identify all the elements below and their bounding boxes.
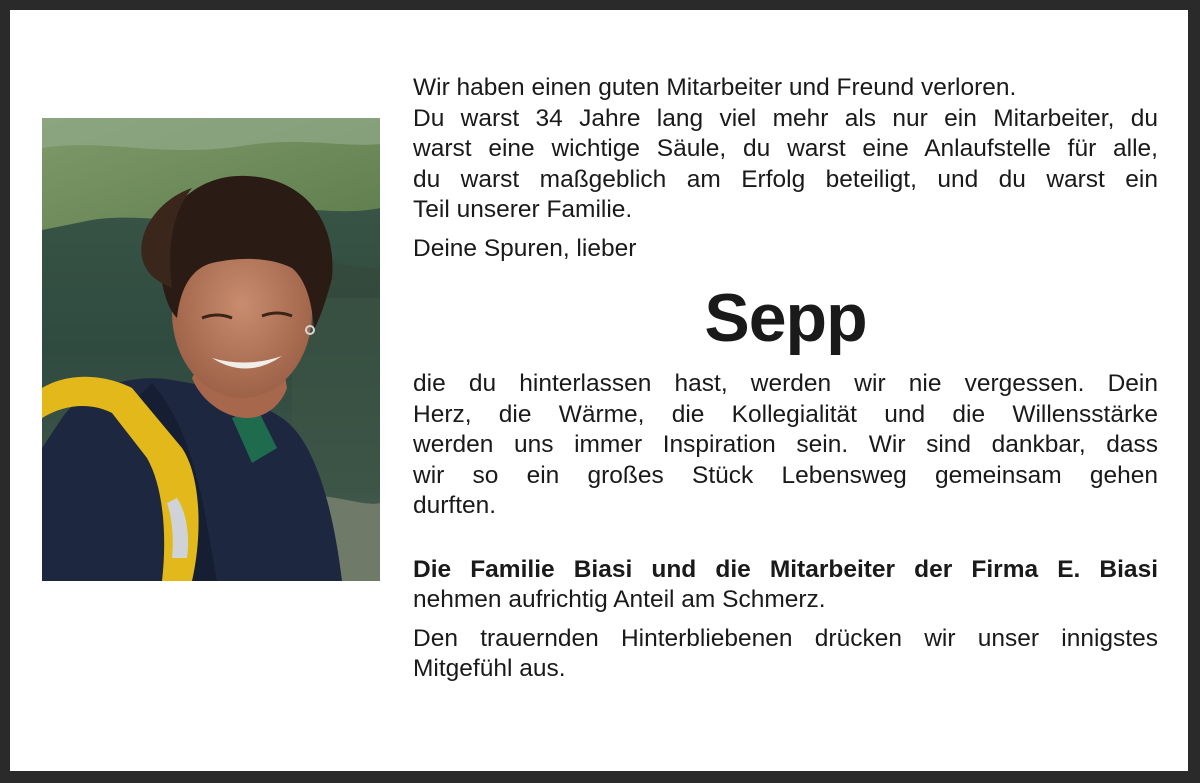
obituary-card	[10, 10, 1188, 771]
body-line: werden uns immer Inspiration sein. Wir sind dankbar, dass	[413, 431, 1158, 458]
lead-in-text	[413, 234, 1158, 265]
portrait-photo	[42, 118, 380, 581]
intro-line: warst eine wichtige Säule, du warst eine Anlaufstelle für alle,	[413, 135, 1158, 162]
intro-line: du warst maßgeblich am Erfolg beteiligt, und du warst ein	[413, 165, 1158, 193]
portrait-illustration	[42, 118, 380, 581]
body-line: Herz, die Wärme, die Kollegialität und die Willensstärke	[413, 400, 1158, 428]
body-line: die du hinterlassen hast, werden wir nie vergessen. Dein	[413, 370, 1158, 397]
condolence-line: Mitgefühl aus.	[413, 655, 566, 682]
condolence-line: Den trauernden Hinterbliebenen drücken wir unser innigstes	[413, 624, 1158, 652]
obituary-text	[413, 73, 1158, 685]
intro-line: Wir haben einen guten Mitarbeiter und Freund verloren.	[413, 74, 1017, 101]
body-line: durften.	[413, 492, 497, 519]
signature-bold-line: Die Familie Biasi und die Mitarbeiter der Firma E. Biasi	[413, 555, 1158, 583]
condolence-paragraph	[413, 624, 1158, 685]
intro-line: Du warst 34 Jahre lang viel mehr als nur ein Mitarbeiter, du	[413, 104, 1158, 132]
deceased-name: Sepp	[704, 280, 867, 356]
body-line: wir so ein großes Stück Lebensweg gemeinsam gehen	[413, 461, 1158, 489]
lead-in-line: Deine Spuren, lieber	[413, 234, 637, 262]
signature-line: nehmen aufrichtig Anteil am Schmerz.	[413, 586, 826, 613]
signature-paragraph	[413, 555, 1158, 616]
intro-paragraph	[413, 73, 1158, 226]
intro-line: Teil unserer Familie.	[413, 196, 633, 223]
body-paragraph	[413, 369, 1158, 522]
